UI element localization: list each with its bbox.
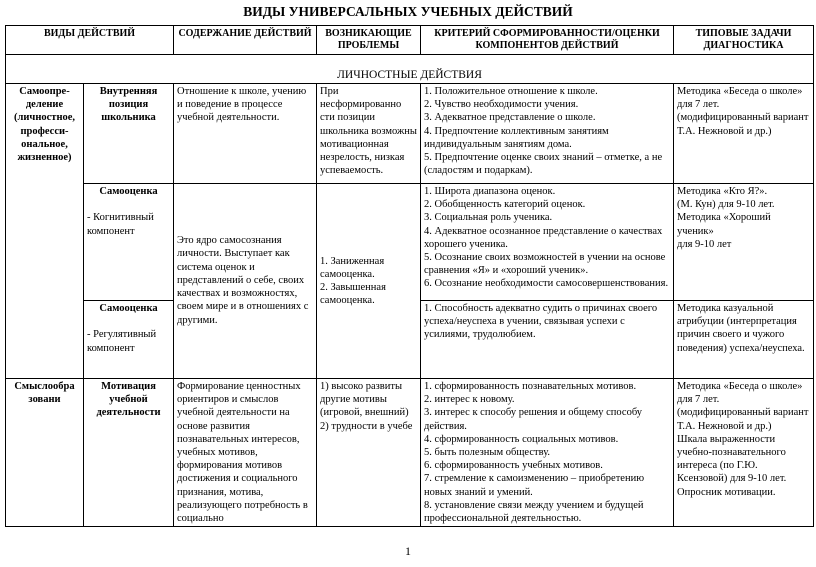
header-row: [6, 26, 814, 55]
header-problems: ВОЗНИКАЮЩИЕ ПРОБЛЕМЫ: [317, 26, 421, 55]
criteria-cell: 1. Способность адекватно судить о причинах своего успеха/неуспеха в учении, связывая успехи с усилиями, трудолюбием.: [421, 301, 674, 379]
subtype-self-esteem-cognitive: Самооценка - Когнитивный компонент: [84, 184, 174, 301]
table-row: [6, 184, 814, 301]
page-number: 1: [405, 544, 411, 558]
header-diagnostics: ТИПОВЫЕ ЗАДАЧИ ДИАГНОСТИКА: [674, 26, 814, 55]
table-row: [6, 84, 814, 184]
criteria-cell: 1. Положительное отношение к школе. 2. Чувство необходимости учения. 3. Адекватное представление о школе. 4. Предпочтение коллективным занятиям индивидуальным занятиям дома. 5. Предпочтение оценке своих знаний – отметке, а не (сладостям и подаркам).: [421, 84, 674, 184]
section-title: ЛИЧНОСТНЫЕ ДЕЙСТВИЯ: [6, 63, 814, 84]
section-row: [6, 63, 814, 84]
criteria-cell: 1. Широта диапазона оценок. 2. Обобщенность категорий оценок. 3. Социальная роль ученика. 4. Адекватное осознанное представление о качествах хорошего ученика. 5. Осознание своих возможностей в учении на основе сравнения «Я» и «хороший ученик». 6. Осознание необходимости самосовершенствования.: [421, 184, 674, 301]
diagnostic-cell: Методика «Беседа о школе» для 7 лет. (модифицированный вариант Т.А. Нежновой и др.): [674, 84, 814, 184]
header-criteria: КРИТЕРИЙ СФОРМИРОВАННОСТИ/ОЦЕНКИ КОМПОНЕНТОВ ДЕЙСТВИЙ: [421, 26, 674, 55]
diagnostic-cell: Методика «Беседа о школе» для 7 лет. (модифицированный вариант Т.А. Нежновой и др.) Шкала выраженности учебно-познавательного интереса (по Г.Ю. Ксензовой) для 9-10 лет. Опросник мотивации.: [674, 379, 814, 527]
subtype-inner-position: Внутренняя позиция школьника: [84, 84, 174, 184]
action-type-meaning-formation: Смыслообра зовани: [6, 379, 84, 527]
table-row: [6, 379, 814, 527]
problem-cell: 1. Заниженная самооценка. 2. Завышенная самооценка.: [317, 184, 421, 379]
action-type-self-determination: Самоопре-деление (личностное, професси-ональное, жизненное): [6, 84, 84, 379]
page-title: ВИДЫ УНИВЕРСАЛЬНЫХ УЧЕБНЫХ ДЕЙСТВИЙ: [243, 4, 573, 19]
uud-table: [5, 25, 814, 527]
subtype-self-esteem-regulative: Самооценка - Регулятивный компонент: [84, 301, 174, 379]
content-cell: Формирование ценностных ориентиров и смыслов учебной деятельности на основе развития познавательных интересов, учебных мотивов, формирования мотивов достижения и социального признания, мотива, реализующего потребность в социально: [174, 379, 317, 527]
criteria-cell: 1. сформированность познавательных мотивов. 2. интерес к новому. 3. интерес к способу решения и общему способу действия. 4. сформированность социальных мотивов. 5. быть полезным обществу. 6. сформированность учебных мотивов. 7. стремление к самоизменению – приобретению новых знаний и умений. 8. установление связи между учением и будущей профессиональной деятельностью.: [421, 379, 674, 527]
problem-cell: 1) высоко развиты другие мотивы (игровой, внешний) 2) трудности в учебе: [317, 379, 421, 527]
content-cell: Это ядро самосознания личности. Выступает как система оценок и представлений о себе, своих качествах и возможностях, своем мире и в отношениях с другими.: [174, 184, 317, 379]
diagnostic-cell: Методика «Кто Я?». (М. Кун) для 9-10 лет. Методика «Хороший ученик» для 9-10 лет: [674, 184, 814, 301]
subtype-learning-motivation: Мотивация учебной деятельности: [84, 379, 174, 527]
problem-cell: При несформированно сти позиции школьника возможны мотивационная незрелость, низкая успеваемость.: [317, 84, 421, 184]
content-cell: Отношение к школе, учению и поведение в процессе учебной деятельности.: [174, 84, 317, 184]
header-content: СОДЕРЖАНИЕ ДЕЙСТВИЙ: [174, 26, 317, 55]
header-action-types: ВИДЫ ДЕЙСТВИЙ: [6, 26, 174, 55]
diagnostic-cell: Методика казуальной атрибуции (интерпретация причин своего и чужого поведения) успеха/неуспеха.: [674, 301, 814, 379]
